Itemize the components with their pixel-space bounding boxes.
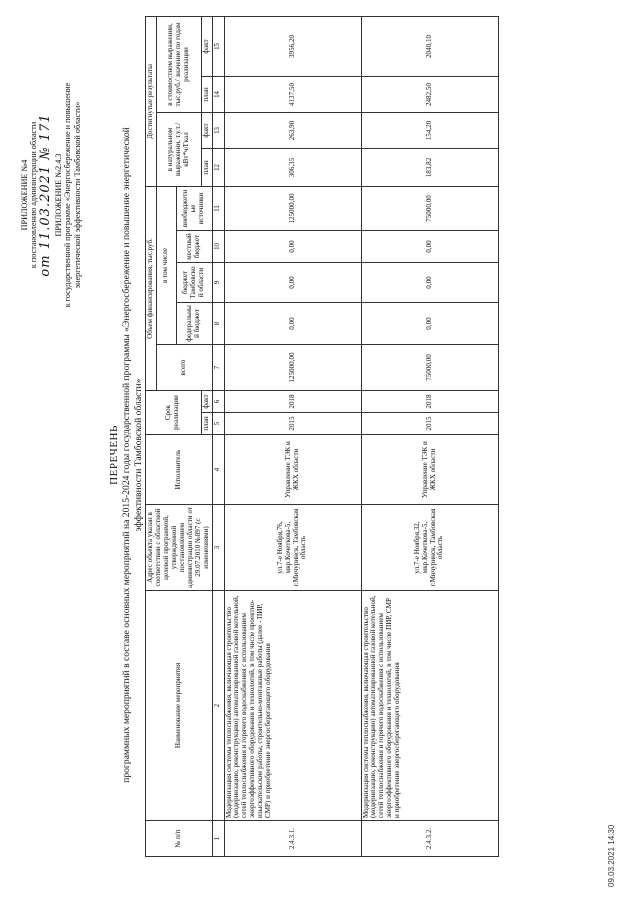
- row-natural-fact: 263,90: [224, 113, 361, 149]
- row-local: 0,00: [224, 231, 361, 263]
- header-term: Срок реализации: [146, 391, 202, 435]
- appendix-number: ПРИЛОЖЕНИЕ №4: [20, 159, 29, 231]
- row-natural-plan: 183,82: [361, 149, 498, 187]
- print-timestamp: 09.03.2021 14:30: [607, 824, 616, 887]
- program-reference-2: энергетической эффективности Тамбовской области»: [72, 101, 82, 289]
- header-term-fact: факт: [201, 391, 212, 413]
- row-offbudget: 125000,00: [224, 187, 361, 231]
- row-total: 75000,00: [361, 345, 498, 391]
- appendix-subnumber: ПРИЛОЖЕНИЕ №2.4.3: [53, 153, 63, 237]
- header-total: всего: [156, 345, 212, 391]
- column-number: 2: [212, 591, 224, 821]
- row-term-fact: 2018: [224, 391, 361, 413]
- header-natural: в натуральном выражении, т.у.т./ кВт*ч/Гкал: [156, 113, 201, 187]
- row-number: 2.4.3.1.: [224, 821, 361, 857]
- column-number: 12: [212, 149, 224, 187]
- header-value: в стоимостном выражении, тыс.руб./ значение по годам реализации: [156, 16, 201, 112]
- row-address: ул.7-е Ноября,32, мкр.Кочеткова-5, г.Мичуринск, Тамбовская область: [361, 505, 498, 591]
- title-line-3: эффективности Тамбовской области»: [132, 378, 144, 532]
- header-num: № п/п: [146, 821, 213, 857]
- column-number: 10: [212, 231, 224, 263]
- row-address: ул.7-е Ноября,76, мкр.Кочеткова-5, г.Мичуринск, Тамбовская область: [224, 505, 361, 591]
- header-local: местный бюджет: [176, 231, 212, 263]
- column-number: 7: [212, 345, 224, 391]
- header-address: Адрес объекта указан в соответствии с областной целевой программой, утвержденной постановлением администрации области от 29.07.2010 №897 (с изменениями): [146, 505, 213, 591]
- table-row: [361, 16, 498, 856]
- appendix-reference: к постановлению администрации области: [29, 121, 39, 269]
- row-executor: Управление ТЭК и ЖКХ области: [361, 435, 498, 505]
- row-measure-name: Модернизация системы теплоснабжения, включающая строительство (модернизацию, реконструкцию) автоматизированной газовой котельной, сетей теплоснабжения и горячего водоснабжения с использованием энергоэффективного оборудования и технологий, в том числе ПИР, СМР и приобретение энергосберегающего оборудования: [361, 591, 498, 821]
- row-federal: 0,00: [361, 303, 498, 345]
- title-heading: ПЕРЕЧЕНЬ: [108, 425, 120, 485]
- row-term-plan: 2015: [361, 413, 498, 435]
- row-value-plan: 2482,50: [361, 77, 498, 113]
- column-number: 14: [212, 77, 224, 113]
- column-number: 9: [212, 263, 224, 303]
- header-federal: федеральный бюджет: [176, 303, 212, 345]
- row-term-plan: 2015: [224, 413, 361, 435]
- appendix-header: [20, 5, 82, 385]
- header-results: Достигнутые результаты: [146, 16, 157, 186]
- row-regional: 0,00: [224, 263, 361, 303]
- row-executor: Управление ТЭК и ЖКХ области: [224, 435, 361, 505]
- header-value-plan: план: [201, 77, 212, 113]
- header-funding: Объем финансирования, тыс.руб.: [146, 187, 157, 391]
- row-federal: 0,00: [224, 303, 361, 345]
- header-name: Наименование мероприятия: [146, 591, 213, 821]
- table-row: [224, 16, 361, 856]
- header-natural-plan: план: [201, 149, 212, 187]
- row-value-plan: 4137,50: [224, 77, 361, 113]
- column-number: 5: [212, 413, 224, 435]
- column-number: 8: [212, 303, 224, 345]
- program-reference-1: к государственной программе «Энергосбережение и повышение: [63, 82, 73, 308]
- column-number: 15: [212, 16, 224, 76]
- row-term-fact: 2018: [361, 391, 498, 413]
- column-number: 11: [212, 187, 224, 231]
- document-title: [108, 115, 144, 795]
- row-value-fact: 2040,10: [361, 16, 498, 76]
- header-value-fact: факт: [201, 16, 212, 76]
- row-natural-plan: 306,35: [224, 149, 361, 187]
- column-number: 3: [212, 505, 224, 591]
- column-numbers-row: [212, 16, 224, 856]
- row-regional: 0,00: [361, 263, 498, 303]
- column-number: 4: [212, 435, 224, 505]
- title-line-2: программных мероприятий в составе основных мероприятий на 2015-2024 годы государственной программы «Энергосбережение и повышение энергетической: [121, 127, 133, 783]
- header-regional: бюджет Тамбовской области: [176, 263, 212, 303]
- row-total: 125000,00: [224, 345, 361, 391]
- header-executor: Исполнитель: [146, 435, 213, 505]
- decree-date-signature: от 11.03.2021 № 171: [37, 113, 53, 277]
- row-value-fact: 3956,20: [224, 16, 361, 76]
- row-local: 0,00: [361, 231, 498, 263]
- column-number: 13: [212, 113, 224, 149]
- header-term-plan: план: [201, 413, 212, 435]
- header-row-1: [146, 16, 157, 856]
- header-offbudget: внебюджетные источники: [176, 187, 212, 231]
- measures-table: [145, 16, 499, 857]
- header-natural-fact: факт: [201, 113, 212, 149]
- column-number: 1: [212, 821, 224, 857]
- header-incl: в том числе: [156, 187, 176, 345]
- row-measure-name: Модернизация системы теплоснабжения, включающая строительство (модернизацию, реконструкцию) автоматизированной газовой котельной, сетей теплоснабжения и горячего водоснабжения с использованием энергоэффективного оборудования и технологий, в том числе проектно-изыскательские работы, строительно-монтажные работы (далее - ПИР, СМР) и приобретение энергосберегающего оборудования: [224, 591, 361, 821]
- row-number: 2.4.3.2.: [361, 821, 498, 857]
- column-number: 6: [212, 391, 224, 413]
- row-offbudget: 75000,00: [361, 187, 498, 231]
- row-natural-fact: 154,20: [361, 113, 498, 149]
